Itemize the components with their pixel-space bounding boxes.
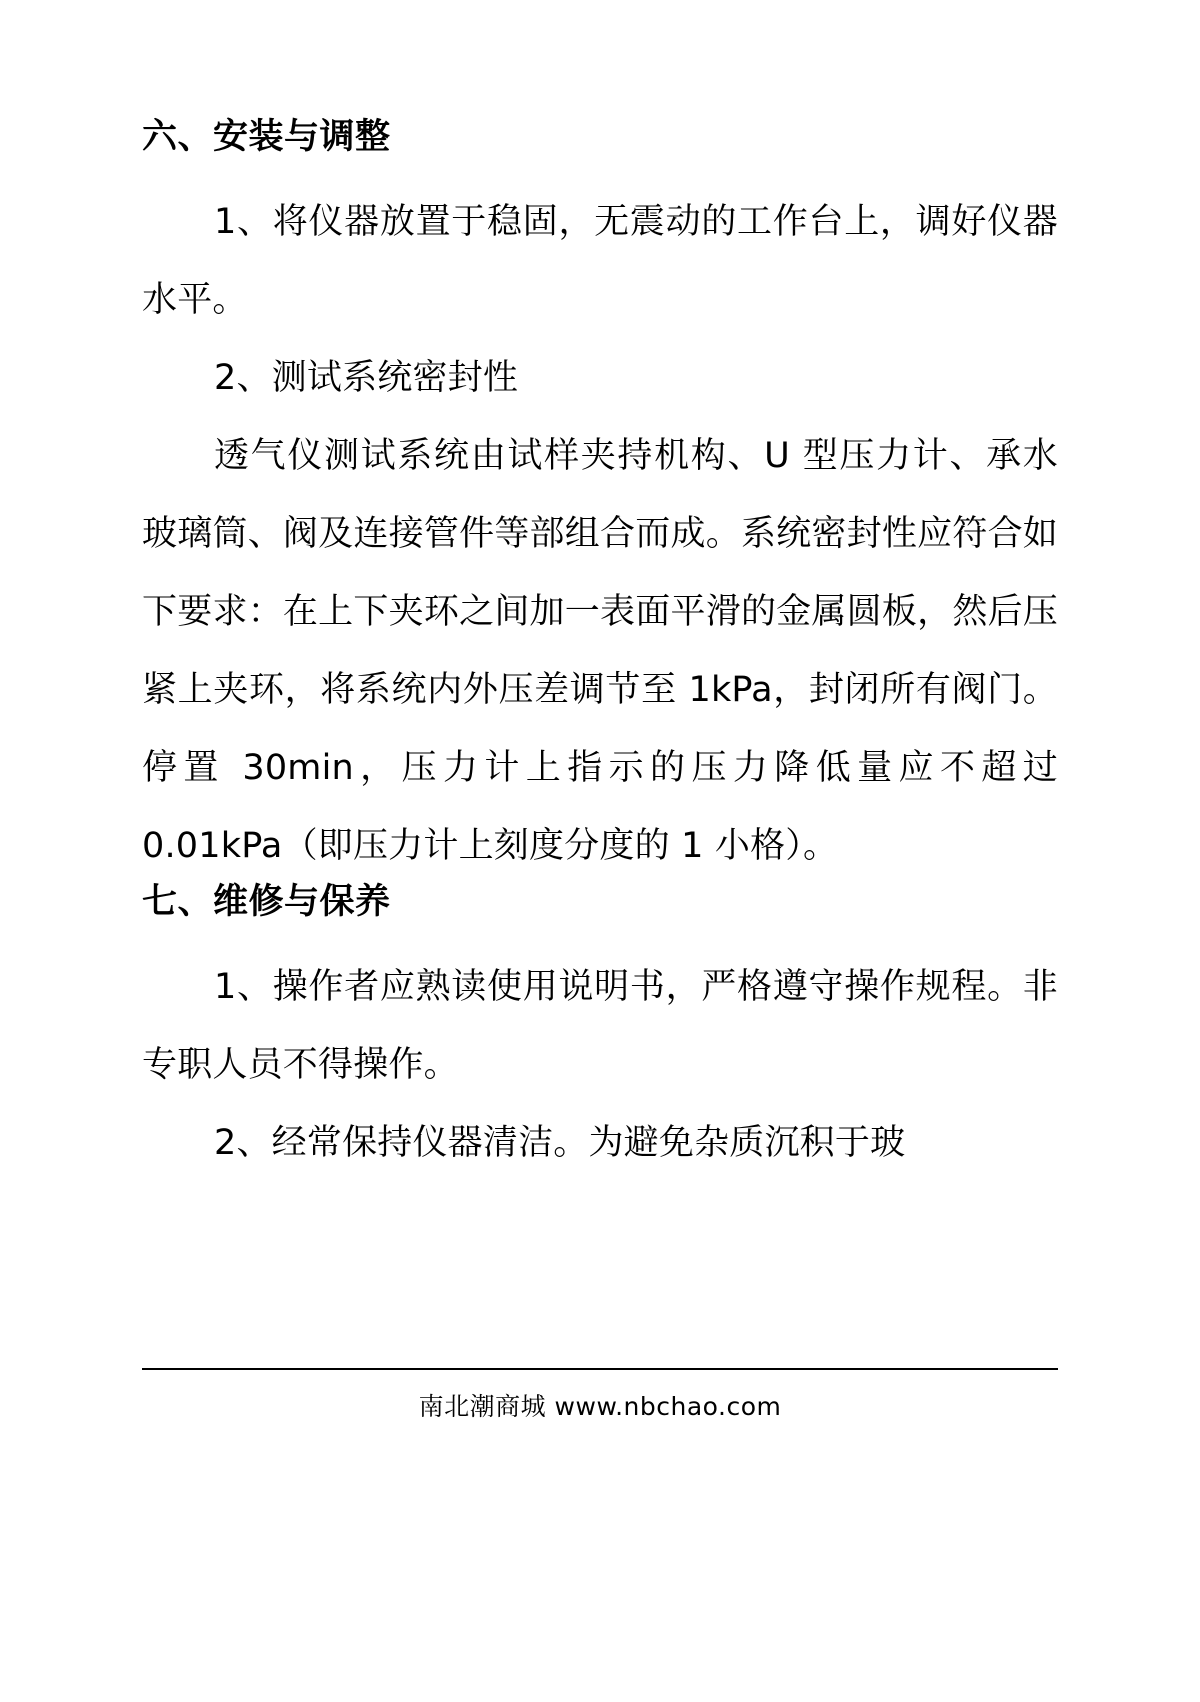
footer-text: 南北潮商城 www.nbchao.com	[418, 1392, 782, 1421]
page-footer	[142, 1368, 1058, 1422]
spacer	[142, 155, 1058, 183]
section-heading-installation: 六、安装与调整	[142, 117, 391, 157]
footer-divider	[142, 1368, 1058, 1370]
paragraph-install-1: 1、将仪器放置于稳固，无震动的工作台上，调好仪器水平。	[142, 202, 1058, 320]
paragraph-install-2: 2、测试系统密封性	[214, 358, 519, 398]
spacer	[142, 920, 1058, 948]
paragraph-maintenance-2: 2、经常保持仪器清洁。为避免杂质沉积于玻	[214, 1123, 906, 1163]
paragraph-maintenance-1: 1、操作者应熟读使用说明书，严格遵守操作规程。非专职人员不得操作。	[142, 967, 1058, 1085]
section-heading-maintenance: 七、维修与保养	[142, 882, 391, 922]
document-body	[142, 117, 1058, 1182]
paragraph-seal-description: 透气仪测试系统由试样夹持机构、U 型压力计、承水玻璃筒、阀及连接管件等部组合而成。系统密封性应符合如下要求：在上下夹环之间加一表面平滑的金属圆板，然后压紧上夹环，将系统内外压差调节至 1kPa，封闭所有阀门。停置 30min，压力计上指示的压力降低量应不超过 0.01kPa（即压力计上刻度分度的 1 小格）。	[142, 436, 1058, 866]
